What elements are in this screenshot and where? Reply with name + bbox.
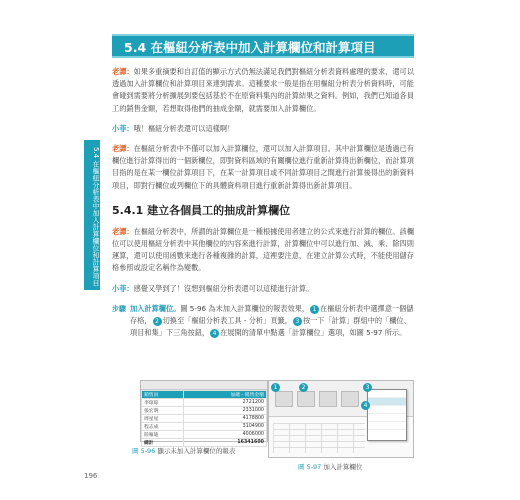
paragraph-text: 在樞紐分析表中，所謂的計算欄位是一種根據使用者建立的公式來進行計算的欄位。該欄位可以使用樞紐分析表中其他欄位的內容來進行計算，計算欄位中可以進行加、減、乘、除四則運算，還可以使用函數來進行各種複雜的計算，這裡要注意，在建立計算公式時，不能使用儲存格參照或設定名稱作為變數。 xyxy=(112,226,414,273)
table-row xyxy=(142,391,267,399)
table-cell: 4178800 xyxy=(183,415,266,423)
table-cell: 4006000 xyxy=(183,431,266,439)
step-text: 在展開的清單中點選「計算欄位」選項，如圖 5-97 所示。 xyxy=(220,327,407,337)
table-cell: 總計 xyxy=(142,439,184,447)
paragraph-text: 感覺又學到了！沒想到樞紐分析表還可以這樣進行計算。 xyxy=(133,283,314,293)
step-icon: 步驟 xyxy=(112,304,126,313)
figure-5-97-screenshot xyxy=(268,380,414,458)
step-text: 在樞紐分析表中選擇意一個儲存格， xyxy=(130,303,414,325)
speaker-label: 老譚： xyxy=(112,144,134,154)
speaker-label: 小菲： xyxy=(112,123,134,133)
paragraph-text: 在樞紐分析表中不僅可以加入計算欄位，還可以加入計算項目。其中計算欄位是透過已有欄位進行計算得出的一個新欄位，即對資料區域的有關欄位進行重新計算得出新欄位，而計算項目指的是在某一欄位計算項目下，在某一計算項目或不同計算項目之間進行計算後得出的新資料項目，即對行欄位或列欄位下的具體資料項目進行重新計算得出新計算項目。 xyxy=(112,144,414,190)
speaker-label: 小菲： xyxy=(112,283,134,293)
calc-dropdown-menu xyxy=(367,389,407,441)
section-title: 5.4 在樞紐分析表中加入計算欄位和計算項目 xyxy=(112,34,414,58)
table-cell: 16341600 xyxy=(183,439,266,447)
table-cell: 張宏明 xyxy=(142,407,184,415)
figure-5-96-screenshot xyxy=(140,380,268,446)
table-cell: 2721200 xyxy=(183,399,266,407)
table-cell: 2331000 xyxy=(183,407,266,415)
step-number-3-icon: 3 xyxy=(293,317,302,326)
caption-text: 顯示未加入計算欄位的報表 xyxy=(157,447,236,455)
table-cell: 銷售員 xyxy=(142,391,184,399)
table-cell: 3104900 xyxy=(183,423,266,431)
step-number-2-icon: 2 xyxy=(153,317,162,326)
paragraph-4 xyxy=(112,226,414,275)
table-cell: 程志成 xyxy=(142,423,184,431)
table-cell: 李琼琼 xyxy=(142,399,184,407)
sheet-column-header xyxy=(141,381,267,390)
step-number-4-icon: 4 xyxy=(210,329,219,338)
figure-5-96-caption xyxy=(132,446,235,455)
ribbon-button-icon xyxy=(319,391,337,407)
step-block xyxy=(112,303,414,339)
step-text: 按一下「計算」群組中的「欄位、項目和集」下三角按鈕， xyxy=(130,315,411,337)
table-row xyxy=(142,399,267,407)
callout-1-icon: 1 xyxy=(271,383,280,392)
ribbon-button-icon xyxy=(341,391,359,407)
caption-text: 加入計算欄位 xyxy=(323,463,363,471)
callout-2-icon: 2 xyxy=(299,383,308,392)
worksheet-grid xyxy=(273,423,365,453)
menu-item-calculated-field xyxy=(368,398,406,406)
figure-5-97-caption xyxy=(298,462,362,471)
menu-item xyxy=(368,414,406,422)
caption-label: 圖 5-96 xyxy=(132,447,156,455)
callout-4-icon: 4 xyxy=(361,401,370,410)
speaker-label: 老譚： xyxy=(112,67,134,76)
table-cell: 陸雁迪 xyxy=(142,431,184,439)
paragraph-text: 哦！樞紐分析表還可以這樣啊！ xyxy=(133,123,235,133)
table-row xyxy=(142,431,267,439)
callout-3-icon: 3 xyxy=(363,383,372,392)
step-title: 加入計算欄位。 xyxy=(130,303,181,313)
menu-item xyxy=(368,406,406,414)
page-number: 196 xyxy=(84,472,98,480)
caption-label: 圖 5-97 xyxy=(298,463,322,471)
step-text: 切換至「樞紐分析表工具 - 分析」頁籤， xyxy=(162,315,292,325)
step-number-1-icon: 1 xyxy=(310,305,319,314)
pivot-table xyxy=(141,390,267,447)
menu-item xyxy=(368,390,406,398)
paragraph-5 xyxy=(112,283,414,295)
table-cell: 周星星 xyxy=(142,415,184,423)
menu-item xyxy=(368,422,406,430)
table-row xyxy=(142,423,267,431)
chapter-side-tab: 5.4 在樞紐分析表中加入計算欄位和計算項目 xyxy=(84,140,100,290)
ribbon-button-icon xyxy=(275,391,293,407)
step-text: 圖 5-96 為未加入計算欄位的報表效果， xyxy=(180,303,310,313)
table-row xyxy=(142,407,267,415)
ribbon-button-icon xyxy=(297,391,315,407)
page-content xyxy=(112,34,414,339)
subheading: 5.4.1 建立各個員工的抽成計算欄位 xyxy=(112,203,291,217)
paragraph-text: 如果多重摘要和自訂值的顯示方式仍無法滿足我們對樞紐分析表資料處理的要求，還可以透過加入計算欄位和計算項目來達到需求。這種要求一般是指在用樞紐分析表分析資料時，可能會碰到需要將分析擴展到要包括基於不在原資料集內的計算結果之資料。例如，我們已知道各員工的銷售金額，若想取得他們的抽成金額，就需要加入計算欄位。 xyxy=(112,67,414,113)
speaker-label: 老譚： xyxy=(112,226,134,236)
paragraph-2 xyxy=(112,123,414,135)
paragraph-3 xyxy=(112,143,414,192)
paragraph-1 xyxy=(112,66,414,115)
table-row xyxy=(142,415,267,423)
table-cell: 加總 - 銷售金額 xyxy=(183,391,266,399)
